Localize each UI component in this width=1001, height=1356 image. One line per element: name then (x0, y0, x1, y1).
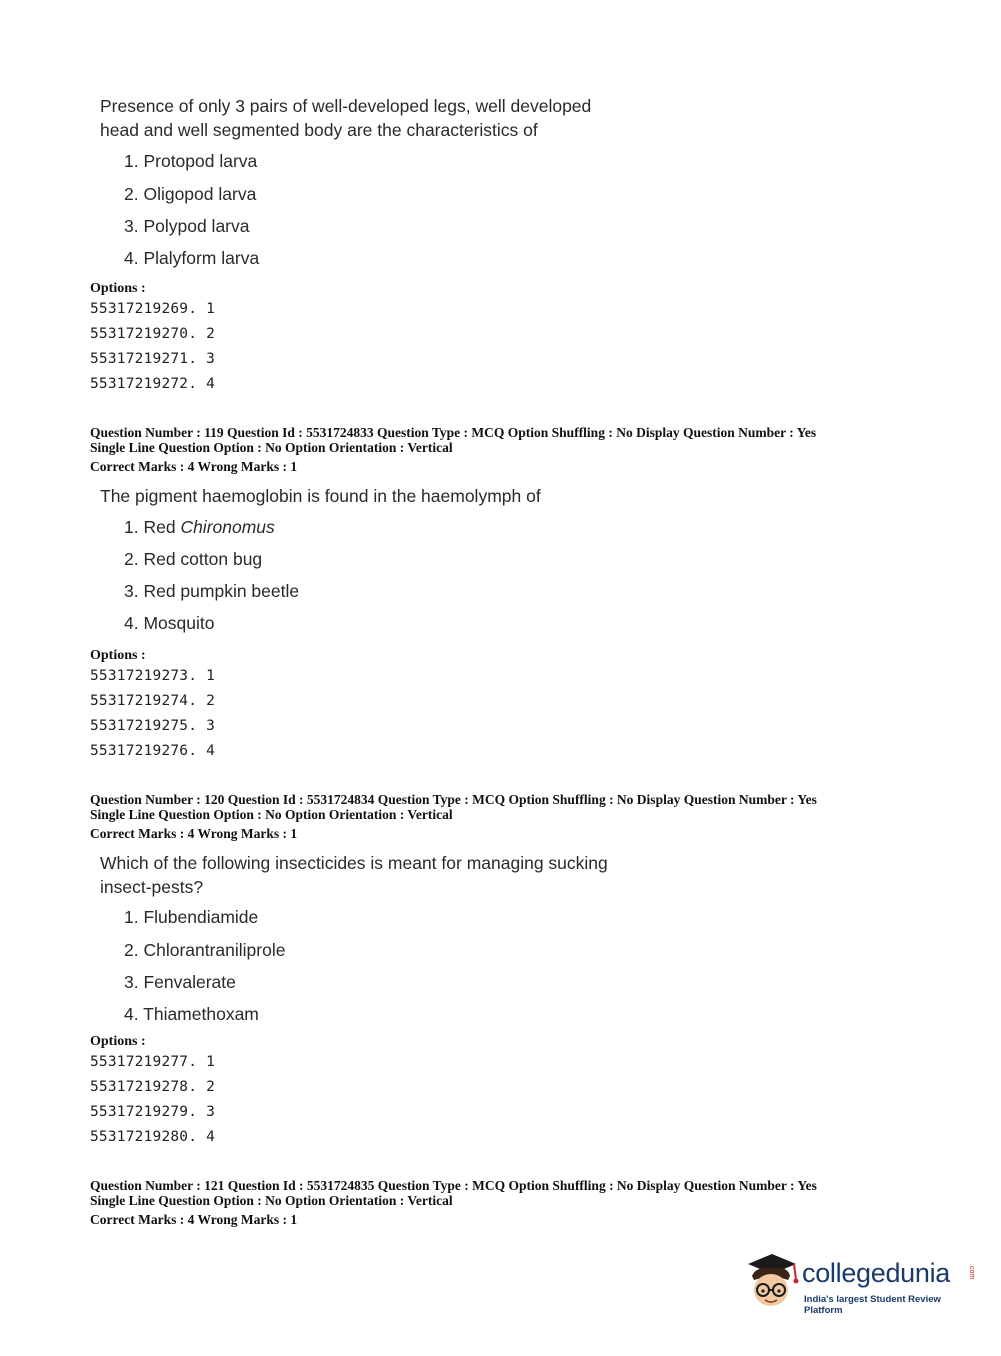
question-meta-line: Single Line Question Option : No Option Orientation : Vertical (90, 1192, 453, 1208)
answer-choice-prefix: 1. Red (124, 517, 181, 537)
answer-choice: 4. Thiamethoxam (124, 1004, 259, 1024)
question-meta-line: Single Line Question Option : No Option Orientation : Vertical (90, 439, 453, 455)
question-meta-line: Single Line Question Option : No Option Orientation : Vertical (90, 806, 453, 822)
question-meta (90, 1179, 950, 1228)
question-meta (90, 793, 950, 842)
option-id: 55317219279. 3 (90, 1104, 216, 1120)
answer-choice: 3. Red pumpkin beetle (124, 581, 300, 601)
option-id: 55317219277. 1 (90, 1054, 216, 1070)
answer-choice: 1. Protopod larva (124, 151, 258, 171)
question-meta-line: Question Number : 120 Question Id : 5531724834 Question Type : MCQ Option Shuffling : No Display Question Number : Yes (90, 792, 817, 807)
option-id: 55317219276. 4 (90, 743, 216, 759)
answer-choice-italic: Chironomus (180, 517, 275, 537)
option-id: 55317219275. 3 (90, 718, 216, 734)
option-id: 55317219280. 4 (90, 1129, 216, 1145)
logo-tagline: India's largest Student Review Platform (804, 1294, 941, 1316)
question-meta-line: Question Number : 119 Question Id : 5531724833 Question Type : MCQ Option Shuffling : No Display Question Number : Yes (90, 425, 817, 440)
question-text (100, 94, 660, 142)
question-meta-line: Question Number : 121 Question Id : 5531724835 Question Type : MCQ Option Shuffling : No Display Question Number : Yes (90, 1178, 817, 1193)
marks-line: Correct Marks : 4 Wrong Marks : 1 (90, 459, 298, 474)
question-meta (90, 426, 950, 475)
answer-choice: 4. Mosquito (124, 613, 215, 633)
answer-choice: 4. Plalyform larva (124, 248, 260, 268)
question-text-line: Presence of only 3 pairs of well-developed legs, well developed (100, 96, 592, 116)
answer-choice: 3. Polypod larva (124, 216, 250, 236)
option-id: 55317219271. 3 (90, 351, 216, 367)
option-id: 55317219273. 1 (90, 668, 216, 684)
answer-choice: 2. Red cotton bug (124, 549, 263, 569)
options-heading: Options : (90, 281, 146, 296)
option-id: 55317219278. 2 (90, 1079, 216, 1095)
graduate-mascot-icon (742, 1250, 800, 1312)
question-text-line: insect-pests? (100, 877, 204, 897)
option-id: 55317219274. 2 (90, 693, 216, 709)
question-text: The pigment haemoglobin is found in the haemolymph of (100, 486, 541, 506)
answer-choice (124, 516, 275, 538)
marks-line: Correct Marks : 4 Wrong Marks : 1 (90, 1212, 298, 1227)
collegedunia-logo (742, 1250, 975, 1320)
options-heading: Options : (90, 1034, 146, 1049)
answer-choice: 2. Chlorantraniliprole (124, 940, 286, 960)
answer-choice: 1. Flubendiamide (124, 907, 259, 927)
option-id: 55317219270. 2 (90, 326, 216, 342)
marks-line: Correct Marks : 4 Wrong Marks : 1 (90, 826, 298, 841)
answer-choice: 2. Oligopod larva (124, 184, 257, 204)
option-id: 55317219272. 4 (90, 376, 216, 392)
answer-choice: 3. Fenvalerate (124, 972, 236, 992)
logo-wordmark: collegedunia (802, 1258, 951, 1288)
options-heading: Options : (90, 648, 146, 663)
logo-suffix: .com (968, 1264, 975, 1280)
option-id: 55317219269. 1 (90, 301, 216, 317)
question-text-line: Which of the following insecticides is meant for managing sucking (100, 853, 608, 873)
question-text-line: head and well segmented body are the characteristics of (100, 120, 538, 140)
question-text (100, 851, 660, 899)
